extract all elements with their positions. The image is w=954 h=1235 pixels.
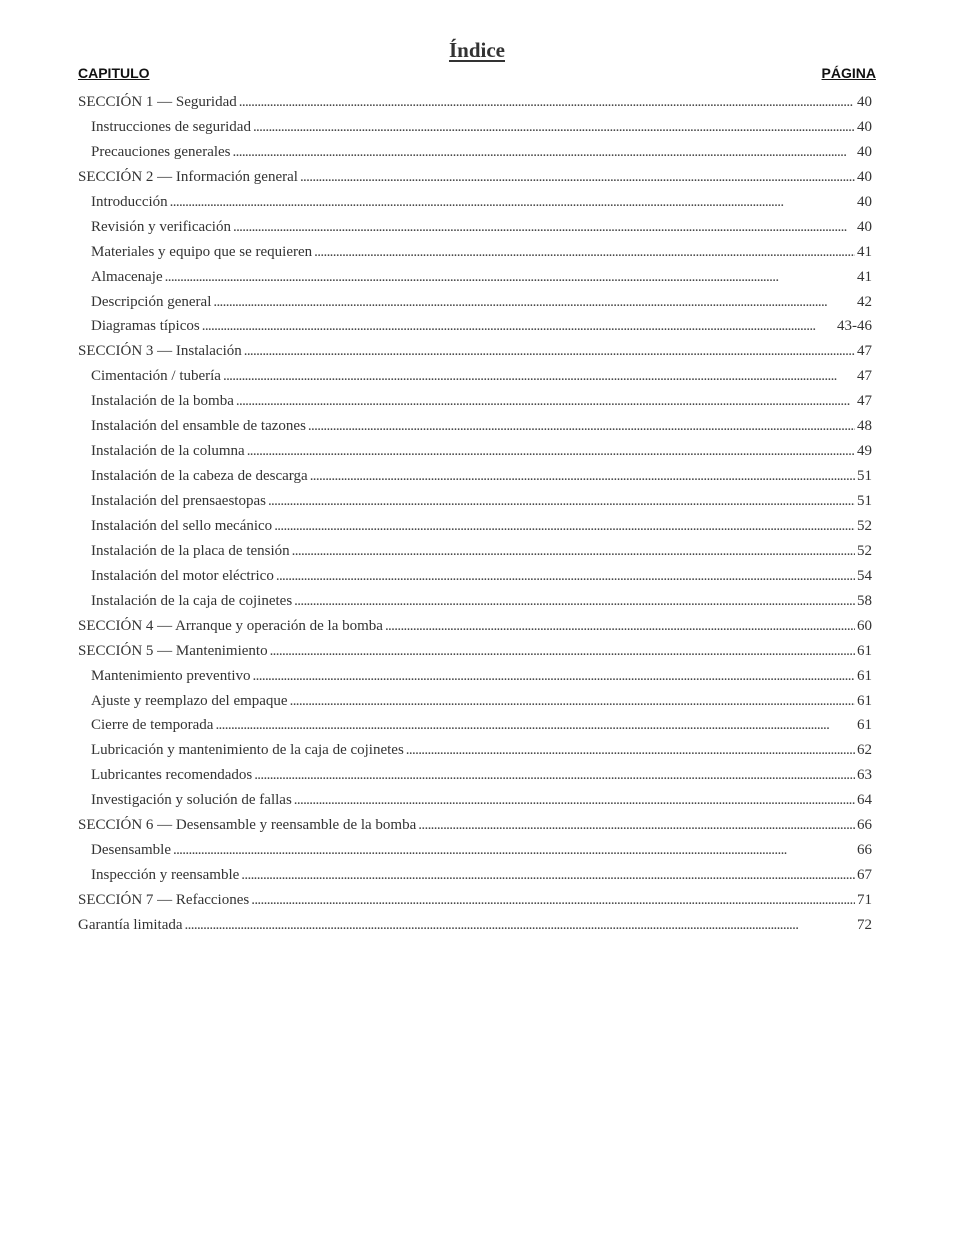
toc-subentry[interactable] xyxy=(78,564,872,589)
toc-subentry[interactable] xyxy=(78,664,872,689)
toc-entry-page-number: 61 xyxy=(857,717,872,734)
toc-entry-label: Cierre de temporada xyxy=(91,717,214,734)
toc-entry-page-number: 61 xyxy=(857,692,872,709)
toc-entry-label: Garantía limitada xyxy=(78,916,183,933)
toc-entry-page-number: 66 xyxy=(857,842,872,859)
toc-entry-page-number: 41 xyxy=(857,243,872,260)
toc-section-entry[interactable] xyxy=(78,888,872,913)
page-column-header: PÁGINA xyxy=(821,65,876,81)
toc-entry-page-number: 47 xyxy=(857,343,872,360)
dot-leader xyxy=(290,689,855,714)
toc-entry-label: Instalación de la caja de cojinetes xyxy=(91,592,293,609)
toc-entry-label: Materiales y equipo que se requieren xyxy=(91,243,313,260)
toc-entry-page-number: 40 xyxy=(857,143,872,160)
toc-subentry[interactable] xyxy=(78,539,872,564)
toc-entry-label: SECCIÓN 2 — Información general xyxy=(78,168,298,185)
toc-entry-label: Precauciones generales xyxy=(91,143,231,160)
dot-leader xyxy=(276,564,855,589)
toc-entry-label: Introducción xyxy=(91,193,168,210)
toc-subentry[interactable] xyxy=(78,439,872,464)
toc-entry-page-number: 66 xyxy=(857,817,872,834)
toc-subentry[interactable] xyxy=(78,115,872,140)
toc-subentry[interactable] xyxy=(78,738,872,763)
toc-entry-label: Instalación de la placa de tensión xyxy=(91,542,290,559)
dot-leader xyxy=(310,464,855,489)
toc-entry-label: Instalación del prensaestopas xyxy=(91,493,266,509)
toc-entry-page-number: 60 xyxy=(857,617,872,634)
dot-leader xyxy=(314,240,855,265)
toc-entry-page-number: 40 xyxy=(857,118,872,135)
toc-entry-page-number: 49 xyxy=(857,443,872,460)
toc-entry-page-number: 54 xyxy=(857,567,872,584)
toc-entry-label: Instalación del ensamble de tazones xyxy=(91,418,306,435)
chapter-column-header: CAPITULO xyxy=(78,65,150,81)
dot-leader xyxy=(308,414,855,439)
toc-entry-label: SECCIÓN 4 — Arranque y operación de la bomba xyxy=(78,617,383,634)
toc-entry-page-number: 47 xyxy=(857,393,872,410)
toc-entry-label: Lubricantes recomendados xyxy=(91,767,253,784)
toc-subentry[interactable] xyxy=(78,265,872,290)
toc-entry-label: Ajuste y reemplazo del empaque xyxy=(91,692,288,709)
toc-entry-page-number: 71 xyxy=(857,892,872,908)
column-headers xyxy=(78,64,876,82)
toc-section-entry[interactable] xyxy=(78,339,872,364)
toc-entry-page-number: 58 xyxy=(857,592,872,609)
toc-entry-label: Mantenimiento preventivo xyxy=(91,667,251,684)
dot-leader xyxy=(253,664,855,689)
toc-entry-page-number: 51 xyxy=(857,493,872,509)
dot-leader xyxy=(292,539,855,564)
toc-section-entry[interactable] xyxy=(78,813,872,838)
dot-leader xyxy=(254,763,855,788)
toc-section-entry[interactable] xyxy=(78,90,872,115)
dot-leader xyxy=(294,788,855,813)
toc-subentry[interactable] xyxy=(78,689,872,714)
dot-leader xyxy=(233,215,855,240)
toc-entry-label: Revisión y verificación xyxy=(91,218,231,235)
dot-leader xyxy=(385,614,855,639)
dot-leader xyxy=(239,90,855,115)
toc-entry-label: Instalación de la cabeza de descarga xyxy=(91,468,308,485)
dot-leader xyxy=(215,713,855,738)
dot-leader xyxy=(202,314,835,339)
toc-subentry[interactable] xyxy=(78,215,872,240)
toc-entry-label: Cimentación / tubería xyxy=(91,368,221,385)
document-title: Índice xyxy=(448,38,505,62)
toc-subentry[interactable] xyxy=(78,314,872,339)
toc-entry-label: Descripción general xyxy=(91,293,212,310)
toc-subentry[interactable] xyxy=(78,364,872,389)
dot-leader xyxy=(253,115,855,140)
toc-section-entry[interactable] xyxy=(78,614,872,639)
toc-entry-page-number: 63 xyxy=(857,767,872,784)
dot-leader xyxy=(251,888,855,913)
toc-subentry[interactable] xyxy=(78,763,872,788)
dot-leader xyxy=(213,290,855,315)
toc-entry-page-number: 48 xyxy=(857,418,872,435)
toc-subentry[interactable] xyxy=(78,414,872,439)
toc-entry-label: Instrucciones de seguridad xyxy=(91,118,251,135)
toc-subentry[interactable] xyxy=(78,838,872,863)
toc-entry-page-number: 61 xyxy=(857,642,872,659)
toc-entry-page-number: 61 xyxy=(857,667,872,684)
toc-entry-page-number: 62 xyxy=(857,742,872,759)
toc-entry-page-number: 42 xyxy=(857,293,872,310)
toc-entry-label: Inspección y reensamble xyxy=(91,867,240,884)
toc-entry-page-number: 51 xyxy=(857,468,872,485)
toc-section-entry[interactable] xyxy=(78,165,872,190)
toc-entry-label: SECCIÓN 3 — Instalación xyxy=(78,343,242,360)
toc-entry-page-number: 52 xyxy=(857,517,872,534)
toc-entry-label: Almacenaje xyxy=(91,268,163,285)
toc-entry-label: Instalación de la columna xyxy=(91,443,245,460)
dot-leader xyxy=(406,738,855,763)
dot-leader xyxy=(270,639,855,664)
toc-subentry[interactable] xyxy=(78,190,872,215)
table-of-contents xyxy=(78,90,876,938)
toc-subentry[interactable] xyxy=(78,140,872,165)
dot-leader xyxy=(223,364,855,389)
dot-leader xyxy=(268,489,855,514)
toc-subentry[interactable] xyxy=(78,489,872,514)
dot-leader xyxy=(244,339,855,364)
dot-leader xyxy=(247,439,855,464)
toc-entry-label: SECCIÓN 6 — Desensamble y reensamble de la bomba xyxy=(78,817,417,834)
toc-entry-page-number: 40 xyxy=(857,168,872,185)
toc-entry-label: Desensamble xyxy=(91,842,171,859)
toc-entry-label: SECCIÓN 1 — Seguridad xyxy=(78,94,237,110)
dot-leader xyxy=(173,838,855,863)
dot-leader xyxy=(170,190,855,215)
toc-subentry[interactable] xyxy=(78,788,872,813)
toc-entry-page-number: 67 xyxy=(857,867,872,884)
toc-subentry[interactable] xyxy=(78,389,872,414)
toc-entry-label: Instalación de la bomba xyxy=(91,393,234,410)
toc-entry-page-number: 40 xyxy=(857,94,872,110)
toc-subentry[interactable] xyxy=(78,514,872,539)
toc-section-entry[interactable] xyxy=(78,913,872,938)
toc-entry-page-number: 40 xyxy=(857,218,872,235)
toc-page xyxy=(78,36,876,938)
dot-leader xyxy=(233,140,855,165)
toc-entry-label: SECCIÓN 7 — Refacciones xyxy=(78,892,250,908)
toc-entry-label: Lubricación y mantenimiento de la caja de cojinetes xyxy=(91,742,404,759)
toc-entry-page-number: 64 xyxy=(857,792,872,809)
toc-subentry[interactable] xyxy=(78,589,872,614)
dot-leader xyxy=(274,514,855,539)
toc-entry-label: Diagramas típicos xyxy=(91,318,200,335)
toc-entry-page-number: 52 xyxy=(857,542,872,559)
dot-leader xyxy=(185,913,855,938)
toc-section-entry[interactable] xyxy=(78,639,872,664)
toc-entry-page-number: 40 xyxy=(857,193,872,210)
dot-leader xyxy=(241,863,855,888)
toc-subentry[interactable] xyxy=(78,464,872,489)
toc-entry-label: Instalación del motor eléctrico xyxy=(91,567,274,584)
toc-entry-page-number: 72 xyxy=(857,916,872,933)
toc-entry-page-number: 47 xyxy=(857,368,872,385)
toc-entry-label: Instalación del sello mecánico xyxy=(91,517,273,534)
dot-leader xyxy=(165,265,855,290)
toc-entry-label: SECCIÓN 5 — Mantenimiento xyxy=(78,642,268,659)
toc-entry-page-number: 41 xyxy=(857,268,872,285)
toc-subentry[interactable] xyxy=(78,240,872,265)
toc-subentry[interactable] xyxy=(78,713,872,738)
toc-subentry[interactable] xyxy=(78,290,872,315)
toc-entry-label: Investigación y solución de fallas xyxy=(91,792,292,809)
toc-entry-page-number: 43-46 xyxy=(837,318,872,335)
dot-leader xyxy=(300,165,855,190)
dot-leader xyxy=(236,389,855,414)
dot-leader xyxy=(418,813,855,838)
dot-leader xyxy=(294,589,855,614)
toc-subentry[interactable] xyxy=(78,863,872,888)
